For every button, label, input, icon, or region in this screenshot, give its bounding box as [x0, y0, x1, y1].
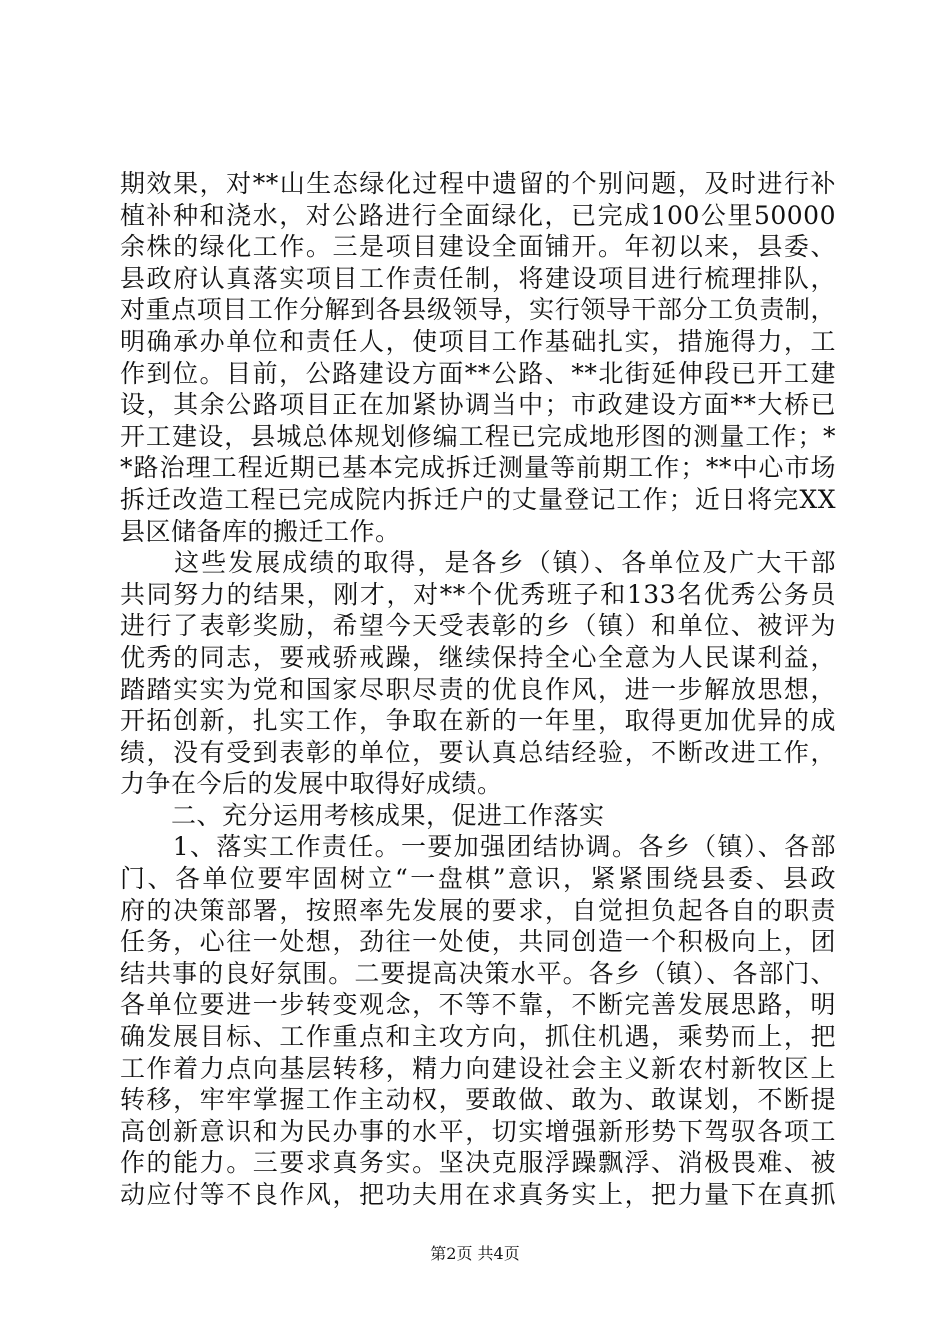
text-line: 设，其余公路项目正在加紧协调当中；市政建设方面**大桥已	[120, 390, 836, 420]
text-line: 进行了表彰奖励，希望今天受表彰的乡（镇）和单位、被评为	[120, 611, 836, 641]
text-line: 对重点项目工作分解到各县级领导，实行领导干部分工负责制，	[120, 295, 836, 325]
text-line: 县区储备库的搬迁工作。	[120, 516, 401, 546]
text-line: 共同努力的结果，刚才，对**个优秀班子和133名优秀公务员	[120, 579, 836, 609]
text-line: 转移，牢牢掌握工作主动权，要敢做、敢为、敢谋划，不断提	[120, 1085, 836, 1115]
text-line: 结共事的良好氛围。二要提高决策水平。各乡（镇）、各部门、	[120, 958, 836, 988]
text-line: 开拓创新，扎实工作，争取在新的一年里，取得更加优异的成	[120, 706, 836, 736]
text-line: 拆迁改造工程已完成院内拆迁户的丈量登记工作；近日将完XX	[120, 484, 836, 514]
text-line: 明确承办单位和责任人，使项目工作基础扎实，措施得力，工	[120, 326, 836, 356]
text-line: 1、落实工作责任。一要加强团结协调。各乡（镇）、各部	[120, 832, 836, 862]
text-line: 力争在今后的发展中取得好成绩。	[120, 769, 503, 799]
text-line: 县政府认真落实项目工作责任制，将建设项目进行梳理排队，	[120, 263, 836, 293]
text-line: 这些发展成绩的取得，是各乡（镇）、各单位及广大干部	[120, 548, 836, 578]
text-line: 门、各单位要牢固树立“一盘棋”意识，紧紧围绕县委、县政	[120, 864, 836, 894]
text-line: 踏踏实实为党和国家尽职尽责的优良作风，进一步解放思想，	[120, 674, 836, 704]
text-line: 作的能力。三要求真务实。坚决克服浮躁飘浮、消极畏难、被	[120, 1148, 836, 1178]
text-line: *路治理工程近期已基本完成拆迁测量等前期工作；**中心市场	[120, 453, 836, 483]
page-footer: 第2页 共4页	[430, 1244, 520, 1263]
text-line: 确发展目标、工作重点和主攻方向，抓住机遇，乘势而上，把	[120, 1022, 836, 1052]
section-heading: 二、充分运用考核成果，促进工作落实	[120, 800, 605, 830]
text-line: 期效果，对**山生态绿化过程中遗留的个别问题，及时进行补	[120, 169, 836, 198]
text-line: 工作着力点向基层转移，精力向建设社会主义新农村新牧区上	[120, 1053, 836, 1083]
text-line: 作到位。目前，公路建设方面**公路、**北街延伸段已开工建	[120, 358, 836, 388]
text-line: 府的决策部署，按照率先发展的要求，自觉担负起各自的职责	[120, 895, 836, 925]
text-line: 优秀的同志，要戒骄戒躁，继续保持全心全意为人民谋利益，	[120, 642, 836, 672]
text-line: 任务，心往一处想，劲往一处使，共同创造一个积极向上，团	[120, 927, 836, 957]
text-line: 植补种和浇水，对公路进行全面绿化，已完成100公里50000	[120, 200, 836, 230]
text-line: 各单位要进一步转变观念，不等不靠，不断完善发展思路，明	[120, 990, 836, 1020]
text-line: 绩，没有受到表彰的单位，要认真总结经验，不断改进工作，	[120, 737, 836, 767]
text-line: 高创新意识和为民办事的水平，切实增强新形势下驾驭各项工	[120, 1116, 836, 1146]
body-text	[120, 168, 836, 1211]
text-line: 余株的绿化工作。三是项目建设全面铺开。年初以来，县委、	[120, 232, 836, 262]
text-line: 动应付等不良作风，把功夫用在求真务实上，把力量下在真抓	[120, 1180, 836, 1209]
text-line: 开工建设，县城总体规划修编工程已完成地形图的测量工作；*	[120, 421, 836, 451]
